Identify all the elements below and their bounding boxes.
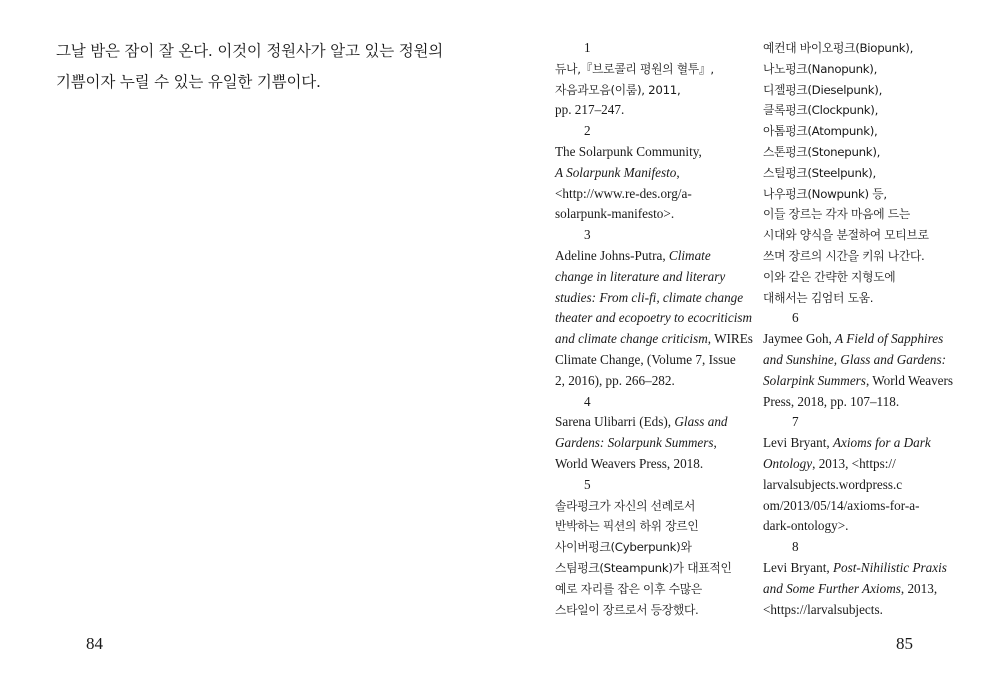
note-5-line: 스톤펑크(Stonepunk), [763,144,881,159]
note-6-line [763,350,968,371]
note-5-line: 반박하는 픽션의 하위 장르인 [555,519,699,534]
note-5-line: 대해서는 김엄터 도움. [763,290,874,305]
note-1-line: 자음과모음(이룸), 2011, [555,82,681,97]
note-6-line [763,329,968,350]
endnotes-column-2 [763,38,968,620]
note-5-line: 솔라펑크가 자신의 선례로서 [555,498,696,513]
body-line-2: 기쁨이자 누릴 수 있는 유일한 기쁨이다. [56,73,321,91]
body-paragraph [56,36,476,98]
note-3-title: and climate change criticism [555,331,708,347]
note-5-line: 쓰며 장르의 시간을 키워 나간다. [763,248,925,263]
note-3-title: change in literature and literary [555,268,726,284]
note-7-title: Ontology [763,455,813,471]
note-7-url: , 2013, <https:// [812,455,896,471]
note-5-line: 나노펑크(Nanopunk), [763,61,878,76]
page-number-right: 85 [896,634,913,653]
note-number-2: 2 [584,123,591,139]
note-3-line [555,288,755,309]
note-8-year: , 2013, [900,580,938,596]
note-6-author: Jaymee Goh, [763,331,836,347]
note-4-title: Glass and [674,414,728,430]
note-7-author: Levi Bryant, [763,435,833,451]
note-7-url: dark-ontology>. [763,518,849,534]
note-3-line [555,267,755,288]
note-8-title: Post-Nihilistic Praxis [832,559,947,575]
note-number-5: 5 [584,476,591,492]
note-6-line [763,371,968,392]
note-3-line: Climate Change, (Volume 7, Issue [555,351,736,367]
note-5-line: 이들 장르는 각자 마음에 드는 [763,207,910,222]
note-2-title: A Solarpunk Manifesto [555,164,677,180]
note-4-line [555,433,755,454]
note-5-line: 스팀펑크(Steampunk)가 대표적인 [555,560,732,575]
note-4-line [555,412,755,433]
note-number-4: 4 [584,393,591,409]
note-6-title: A Field of Sapphires [835,331,944,347]
note-2-punct: , [676,164,680,180]
note-8-line [763,558,968,579]
note-2-line [555,163,755,184]
note-number-8: 8 [792,539,799,555]
note-8-author: Levi Bryant, [763,559,833,575]
note-number-3: 3 [584,227,591,243]
note-number-7: 7 [792,414,799,430]
note-3-title: Climate [668,247,711,263]
note-3-line [555,246,755,267]
note-6-title: Solarpink Summers [763,372,866,388]
note-7-url: larvalsubjects.wordpress.c [763,476,903,492]
note-2-url: solarpunk-manifesto>. [555,206,675,222]
right-page [500,0,1000,694]
endnotes-column-1 [555,38,755,620]
note-6-line: Press, 2018, pp. 107–118. [763,393,900,409]
note-3-author: Adeline Johns-Putra, [555,247,669,263]
note-5-line: 나우펑크(Nowpunk) 등, [763,186,887,201]
note-8-url: <https://larvalsubjects. [763,601,883,617]
note-7-title: Axioms for a Dark [832,435,931,451]
note-5-line: 클록펑크(Clockpunk), [763,103,879,118]
note-3-journal: , WIREs [707,331,753,347]
note-2-line: The Solarpunk Community, [555,143,702,159]
note-5-line: 스틸펑크(Steelpunk), [763,165,876,180]
note-7-line [763,454,968,475]
note-3-line: 2, 2016), pp. 266–282. [555,372,675,388]
note-3-line [555,329,755,350]
note-4-author: Sarena Ulibarri (Eds), [555,414,675,430]
note-2-url: <http://www.re-des.org/a- [555,185,692,201]
note-1-line: 듀나,『브로콜리 평원의 혈투』, [555,61,714,76]
note-5-line: 사이버펑크(Cyberpunk)와 [555,540,692,555]
note-5-line: 이와 같은 간략한 지형도에 [763,269,896,284]
note-6-publisher: , World Weavers [865,372,954,388]
note-4-punct: , [713,435,717,451]
note-number-1: 1 [584,40,591,55]
note-5-line: 디젤펑크(Dieselpunk), [763,82,883,97]
note-5-line: 예컨대 바이오펑크(Biopunk), [763,41,914,55]
note-5-line: 스타일이 장르로서 등장했다. [555,602,699,617]
note-1-line: pp. 217–247. [555,102,625,118]
note-5-line: 아톰펑크(Atompunk), [763,124,878,139]
note-8-line [763,579,968,600]
note-3-line [555,308,755,329]
note-4-title: Gardens: Solarpunk Summers [555,435,714,451]
note-5-line: 예로 자리를 잡은 이후 수많은 [555,581,702,596]
note-6-title: and Sunshine, Glass and Gardens: [763,351,947,367]
note-5-line: 시대와 양식을 분절하여 모티브로 [763,228,929,243]
note-3-title: studies: From cli-fi, climate change [555,289,744,305]
note-4-line: World Weavers Press, 2018. [555,455,704,471]
note-8-title: and Some Further Axioms [763,580,901,596]
note-number-6: 6 [792,310,799,326]
page-number-left: 84 [86,634,103,653]
body-line-1: 그날 밤은 잠이 잘 온다. 이것이 정원사가 알고 있는 정원의 [56,42,444,60]
note-7-url: om/2013/05/14/axioms-for-a- [763,497,920,513]
note-7-line [763,433,968,454]
note-3-title: theater and ecopoetry to ecocriticism [555,310,753,326]
